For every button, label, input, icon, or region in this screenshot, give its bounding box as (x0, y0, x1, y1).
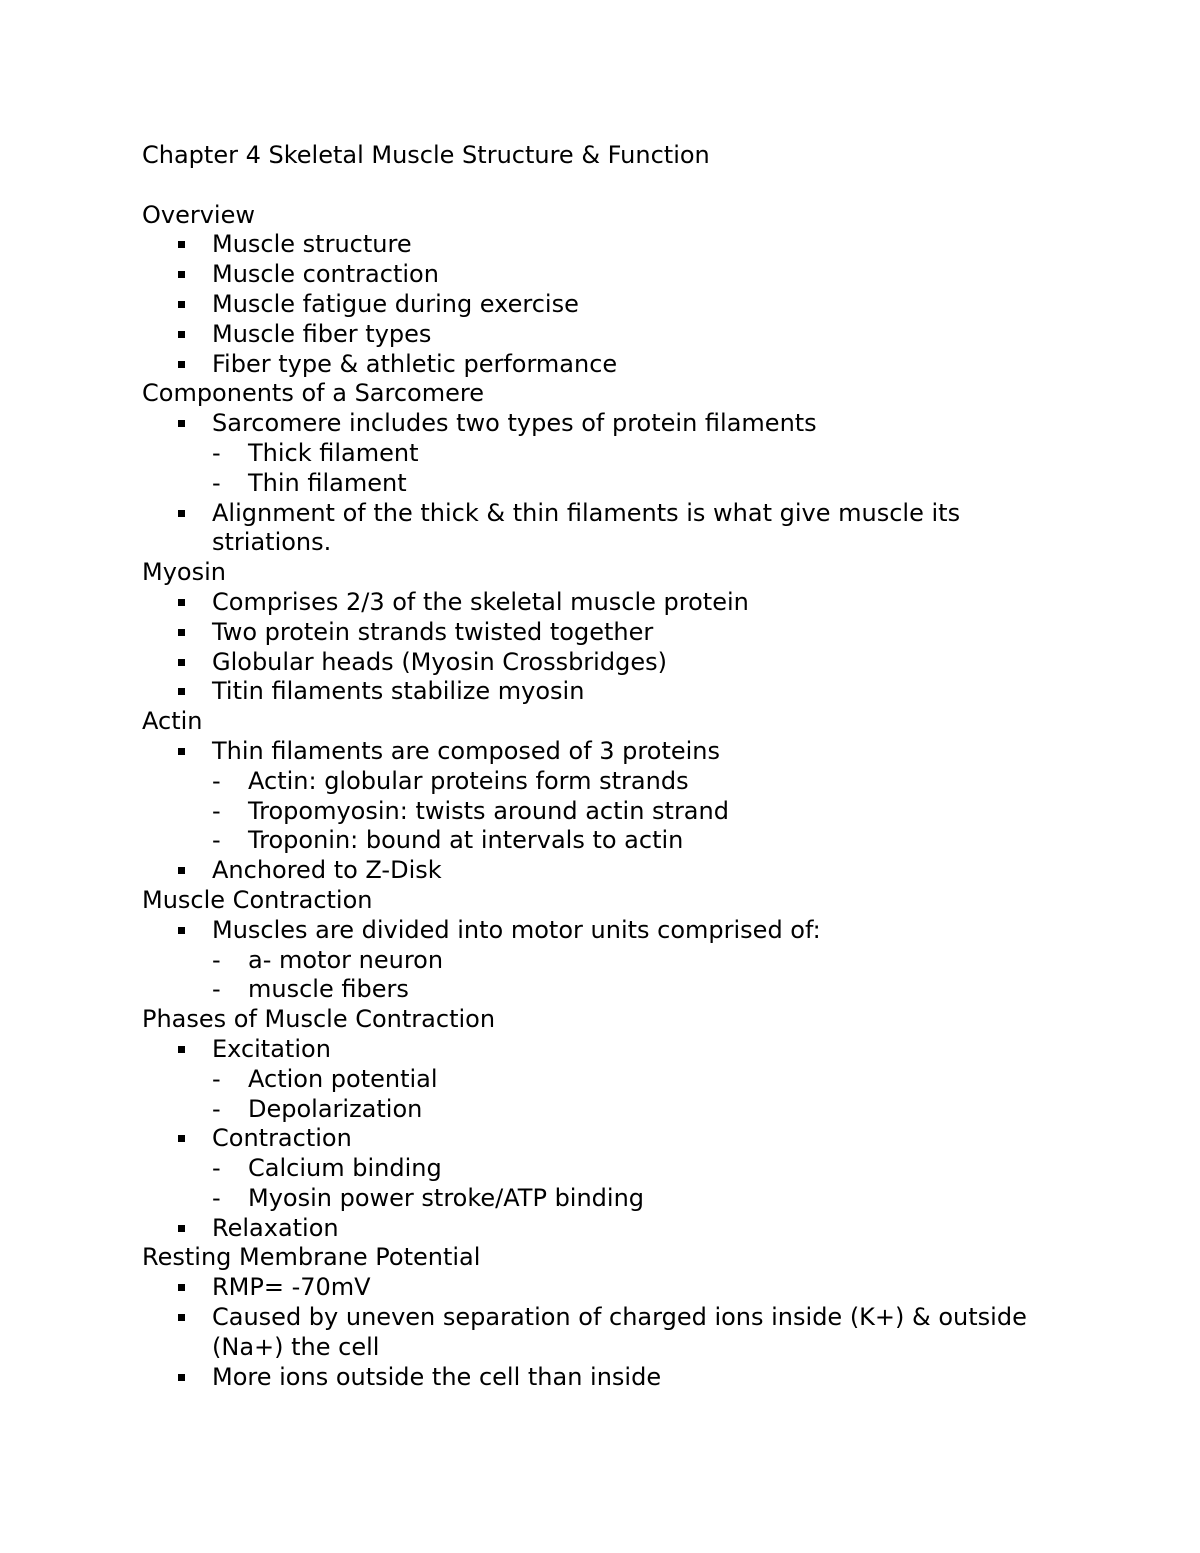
sub-list-item (212, 826, 1042, 856)
bullet-list (142, 916, 1042, 1005)
square-bullet-icon (178, 927, 185, 934)
square-bullet-icon (178, 1284, 185, 1291)
bullet-list (142, 1273, 1042, 1392)
square-bullet-icon (178, 420, 185, 427)
list-item (142, 320, 1042, 350)
square-bullet-icon (178, 629, 185, 636)
section-heading: Overview (142, 200, 255, 229)
list-item-text: RMP= -70mV (212, 1273, 371, 1302)
sub-list-item (212, 1095, 1042, 1125)
square-bullet-icon (178, 331, 185, 338)
list-item (142, 916, 1042, 1005)
square-bullet-icon (178, 688, 185, 695)
list-item-text: Globular heads (Myosin Crossbridges) (212, 647, 667, 676)
bullet-list (142, 737, 1042, 886)
sub-list-item (212, 1065, 1042, 1095)
square-bullet-icon (178, 748, 185, 755)
sub-list-item (212, 439, 1042, 469)
list-item (142, 648, 1042, 678)
sub-list-item-text: Myosin power stroke/ATP binding (248, 1183, 645, 1212)
list-item (142, 499, 1042, 559)
square-bullet-icon (178, 241, 185, 248)
dash-bullet-icon: - (212, 796, 221, 825)
section-heading: Components of a Sarcomere (142, 379, 484, 408)
section-heading: Phases of Muscle Contraction (142, 1005, 496, 1034)
list-item (142, 1303, 1042, 1363)
bullet-list (142, 230, 1042, 379)
square-bullet-icon (178, 1314, 185, 1321)
dash-bullet-icon: - (212, 826, 221, 855)
list-item (142, 1273, 1042, 1303)
bullet-list (142, 588, 1042, 707)
sub-list (212, 1154, 1042, 1214)
list-item (142, 1214, 1042, 1244)
list-item (142, 737, 1042, 856)
square-bullet-icon (178, 301, 185, 308)
square-bullet-icon (178, 271, 185, 278)
list-item-text: Two protein strands twisted together (212, 617, 654, 646)
sub-list-item-text: Troponin: bound at intervals to actin (248, 826, 684, 855)
square-bullet-icon (178, 867, 185, 874)
list-item (142, 618, 1042, 648)
sub-list-item (212, 946, 1042, 976)
sub-list-item-text: Thin filament (248, 468, 407, 497)
list-item (142, 290, 1042, 320)
sub-list-item-text: Calcium binding (248, 1154, 442, 1183)
section-heading: Myosin (142, 558, 226, 587)
dash-bullet-icon: - (212, 468, 221, 497)
list-item-text: Muscle structure (212, 230, 412, 259)
list-item-text: Fiber type & athletic performance (212, 349, 618, 378)
section-heading: Actin (142, 707, 203, 736)
square-bullet-icon (178, 1135, 185, 1142)
sub-list-item-text: Depolarization (248, 1094, 423, 1123)
sub-list-item-text: muscle fibers (248, 975, 409, 1004)
sections-container (142, 201, 1042, 1393)
bullet-list (142, 409, 1042, 558)
section (142, 201, 1042, 380)
square-bullet-icon (178, 1046, 185, 1053)
sub-list-item (212, 975, 1042, 1005)
square-bullet-icon (178, 510, 185, 517)
list-item-text: Anchored to Z-Disk (212, 856, 442, 885)
dash-bullet-icon: - (212, 975, 221, 1004)
square-bullet-icon (178, 1374, 185, 1381)
list-item (142, 1124, 1042, 1213)
dash-bullet-icon: - (212, 766, 221, 795)
section-heading: Muscle Contraction (142, 885, 373, 914)
list-item-text: More ions outside the cell than inside (212, 1362, 662, 1391)
dash-bullet-icon: - (212, 1064, 221, 1093)
dash-bullet-icon: - (212, 1094, 221, 1123)
list-item-text: Muscles are divided into motor units comprised of: (212, 915, 821, 944)
dash-bullet-icon: - (212, 438, 221, 467)
sub-list-item (212, 469, 1042, 499)
sub-list-item-text: a- motor neuron (248, 945, 444, 974)
list-item (142, 1363, 1042, 1393)
dash-bullet-icon: - (212, 1154, 221, 1183)
sub-list-item-text: Action potential (248, 1064, 438, 1093)
section (142, 1005, 1042, 1243)
section (142, 558, 1042, 707)
list-item-text: Contraction (212, 1124, 352, 1153)
list-item-text: Thin filaments are composed of 3 proteins (212, 736, 720, 765)
list-item (142, 856, 1042, 886)
list-item-text: Excitation (212, 1034, 331, 1063)
list-item (142, 588, 1042, 618)
section (142, 1243, 1042, 1392)
square-bullet-icon (178, 1225, 185, 1232)
section (142, 707, 1042, 886)
list-item-text: Relaxation (212, 1213, 339, 1242)
document-page (142, 141, 1042, 1392)
list-item-text: Sarcomere includes two types of protein filaments (212, 409, 817, 438)
sub-list-item-text: Thick filament (248, 438, 419, 467)
list-item (142, 350, 1042, 380)
sub-list-item (212, 767, 1042, 797)
sub-list (212, 767, 1042, 856)
section (142, 379, 1042, 558)
square-bullet-icon (178, 361, 185, 368)
page-title: Chapter 4 Skeletal Muscle Structure & Function (142, 141, 710, 169)
sub-list-item (212, 1184, 1042, 1214)
list-item-text: Muscle fiber types (212, 319, 432, 348)
square-bullet-icon (178, 599, 185, 606)
list-item-text: Alignment of the thick & thin filaments is what give muscle its striations. (212, 498, 961, 557)
dash-bullet-icon: - (212, 1183, 221, 1212)
sub-list-item (212, 1154, 1042, 1184)
sub-list-item-text: Actin: globular proteins form strands (248, 766, 689, 795)
list-item (142, 230, 1042, 260)
list-item-text: Comprises 2/3 of the skeletal muscle protein (212, 587, 749, 616)
list-item-text: Titin filaments stabilize myosin (212, 677, 585, 706)
list-item (142, 260, 1042, 290)
dash-bullet-icon: - (212, 945, 221, 974)
square-bullet-icon (178, 659, 185, 666)
list-item (142, 677, 1042, 707)
list-item (142, 1035, 1042, 1124)
bullet-list (142, 1035, 1042, 1244)
sub-list (212, 439, 1042, 499)
list-item-text: Caused by uneven separation of charged ions inside (K+) & outside (Na+) the cell (212, 1303, 1027, 1361)
section-heading: Resting Membrane Potential (142, 1243, 481, 1272)
section (142, 886, 1042, 1005)
sub-list-item-text: Tropomyosin: twists around actin strand (248, 796, 729, 825)
list-item-text: Muscle fatigue during exercise (212, 289, 579, 318)
sub-list-item (212, 797, 1042, 827)
sub-list (212, 946, 1042, 1006)
sub-list (212, 1065, 1042, 1125)
list-item-text: Muscle contraction (212, 260, 439, 289)
list-item (142, 409, 1042, 498)
